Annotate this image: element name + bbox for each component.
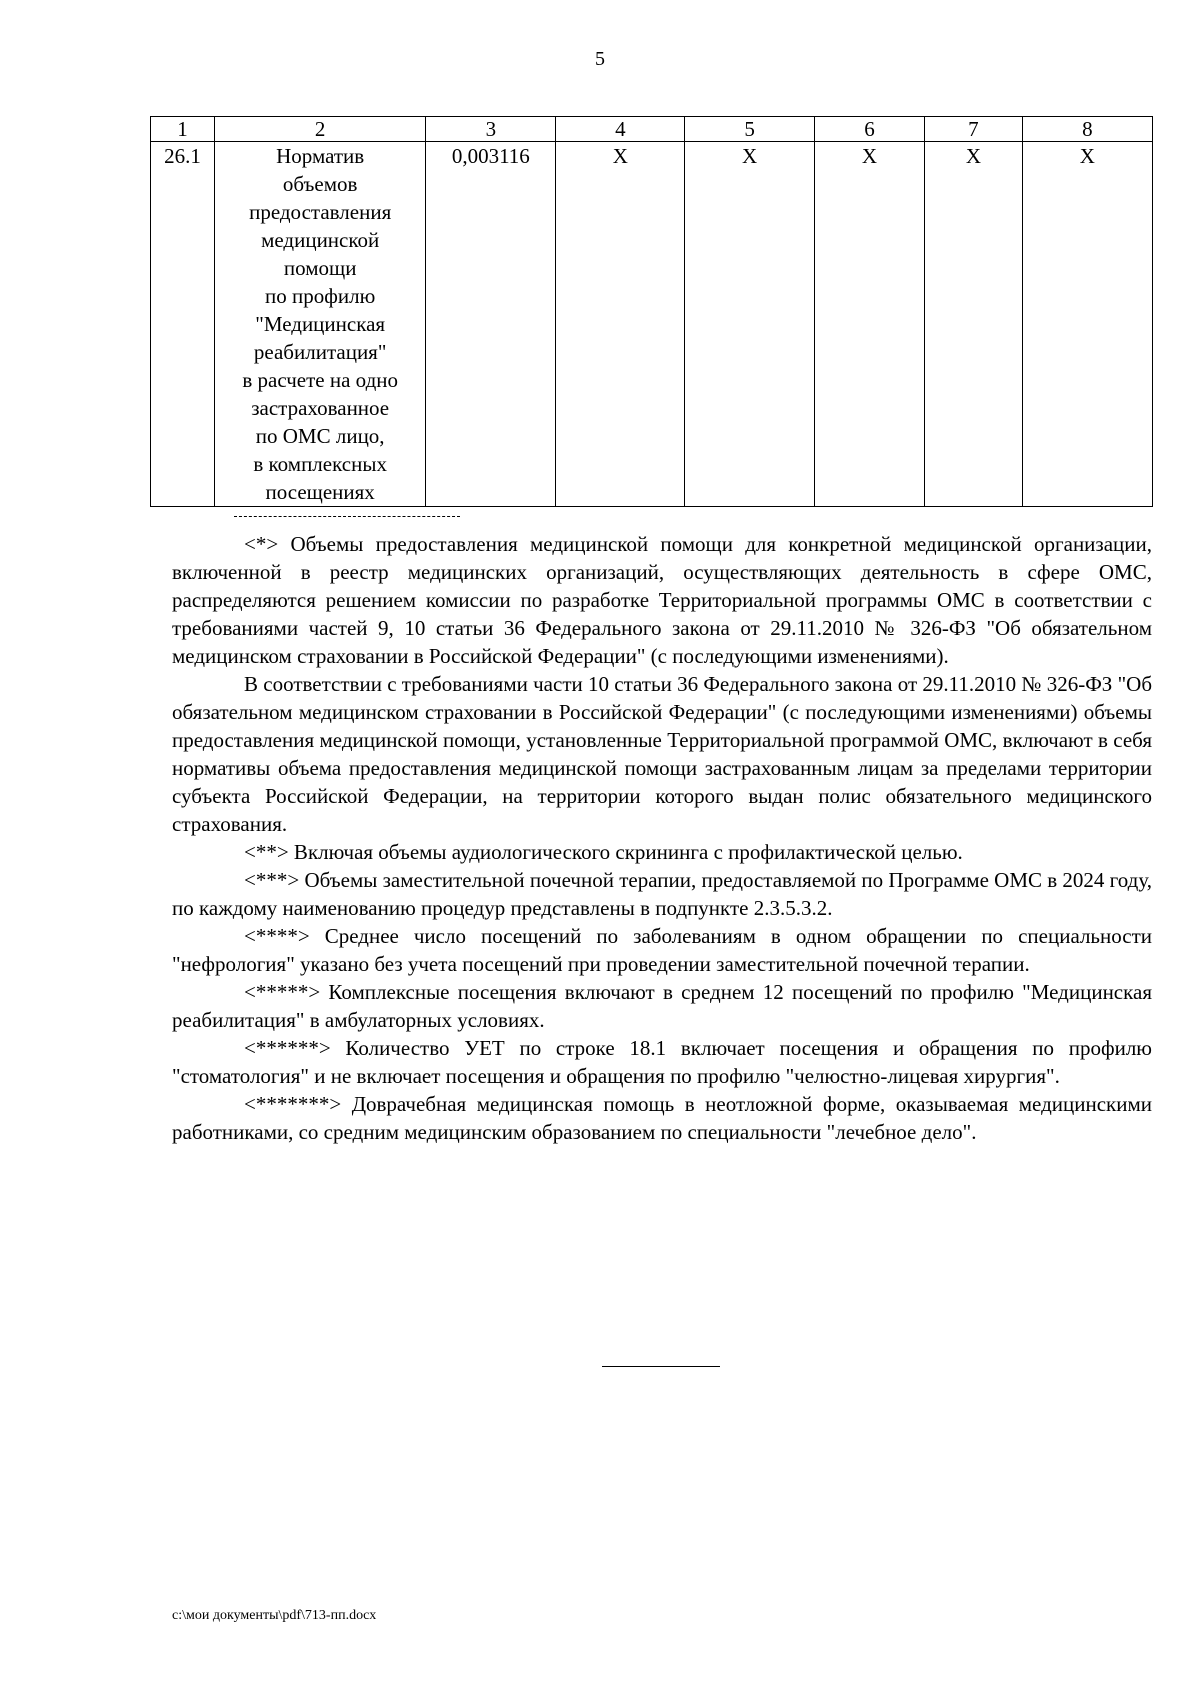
- page-number: 5: [595, 48, 605, 70]
- header-cell: 5: [685, 117, 814, 142]
- header-cell: 8: [1022, 117, 1152, 142]
- value-cell: 0,003116: [426, 142, 556, 507]
- row-number-cell: 26.1: [151, 142, 215, 507]
- footnote-1: <*> Объемы предоставления медицинской помощи для конкретной медицинской организации, включенной в реестр медицинских организаций, осуществляющих деятельность в сфере ОМС, распределяются решением комиссии по разработке Территориальной программы ОМС в соответствии с требованиями частей 9, 10 статьи 36 Федерального закона от 29.11.2010 № 326-ФЗ "Об обязательном медицинском страховании в Российской Федерации" (с последующими изменениями).: [172, 532, 1152, 668]
- indicator-name-line: Норматив: [276, 144, 365, 168]
- footnote-2: <**> Включая объемы аудиологического скрининга с профилактической целью.: [244, 840, 963, 864]
- data-table: [150, 116, 1153, 507]
- indicator-name-line: реабилитация": [253, 340, 387, 364]
- x-cell: X: [925, 142, 1023, 507]
- indicator-name-cell: [214, 142, 426, 507]
- header-cell: 6: [814, 117, 924, 142]
- footnotes: [172, 530, 1152, 1146]
- footnote-separator: [234, 516, 460, 517]
- file-path: c:\мои документы\pdf\713-пп.docx: [172, 1608, 377, 1623]
- footnote-6: <******> Количество УЕТ по строке 18.1 включает посещения и обращения по профилю "стоматология" и не включает посещения и обращения по профилю "челюстно-лицевая хирургия".: [172, 1036, 1152, 1088]
- indicator-name-line: в комплексных: [253, 452, 387, 476]
- header-cell: 4: [556, 117, 685, 142]
- indicator-name-line: помощи: [283, 256, 357, 280]
- indicator-name-line: "Медицинская: [255, 312, 386, 336]
- x-cell: X: [1022, 142, 1152, 507]
- indicator-name-line: по профилю: [265, 284, 376, 308]
- x-cell: X: [685, 142, 814, 507]
- footnote-7: <*******> Доврачебная медицинская помощь в неотложной форме, оказываемая медицинскими работниками, со средним медицинским образованием по специальности "лечебное дело".: [172, 1092, 1152, 1144]
- indicator-name-line: в расчете на одно: [242, 368, 398, 392]
- indicator-name-line: посещениях: [265, 480, 375, 504]
- footnote-5: <*****> Комплексные посещения включают в среднем 12 посещений по профилю "Медицинская реабилитация" в амбулаторных условиях.: [172, 980, 1152, 1032]
- indicator-name-line: по ОМС лицо,: [255, 424, 385, 448]
- table-row: [151, 142, 1153, 507]
- header-cell: 3: [426, 117, 556, 142]
- header-cell: 1: [151, 117, 215, 142]
- x-cell: X: [556, 142, 685, 507]
- header-cell: 2: [214, 117, 426, 142]
- header-cell: 7: [925, 117, 1023, 142]
- table-header-row: [151, 117, 1153, 142]
- footnote-3: <***> Объемы заместительной почечной терапии, предоставляемой по Программе ОМС в 2024 году, по каждому наименованию процедур представлены в подпункте 2.3.5.3.2.: [172, 868, 1152, 920]
- indicator-name-line: медицинской: [261, 228, 380, 252]
- x-cell: X: [814, 142, 924, 507]
- indicator-name-line: объемов: [282, 172, 358, 196]
- footnote-4: <****> Среднее число посещений по заболеваниям в одном обращении по специальности "нефрология" указано без учета посещений при проведении заместительной почечной терапии.: [172, 924, 1152, 976]
- indicator-name-line: предоставления: [249, 200, 392, 224]
- indicator-name-line: застрахованное: [251, 396, 390, 420]
- end-rule: [602, 1366, 720, 1367]
- footnote-paragraph: В соответствии с требованиями части 10 статьи 36 Федерального закона от 29.11.2010 № 326-ФЗ "Об обязательном медицинском страховании в Российской Федерации" (с последующими изменениями) объемы предоставления медицинской помощи, установленные Территориальной программой ОМС, включают в себя нормативы объема предоставления медицинской помощи застрахованным лицам за пределами территории субъекта Российской Федерации, на территории которого выдан полис обязательного медицинского страхования.: [172, 672, 1152, 836]
